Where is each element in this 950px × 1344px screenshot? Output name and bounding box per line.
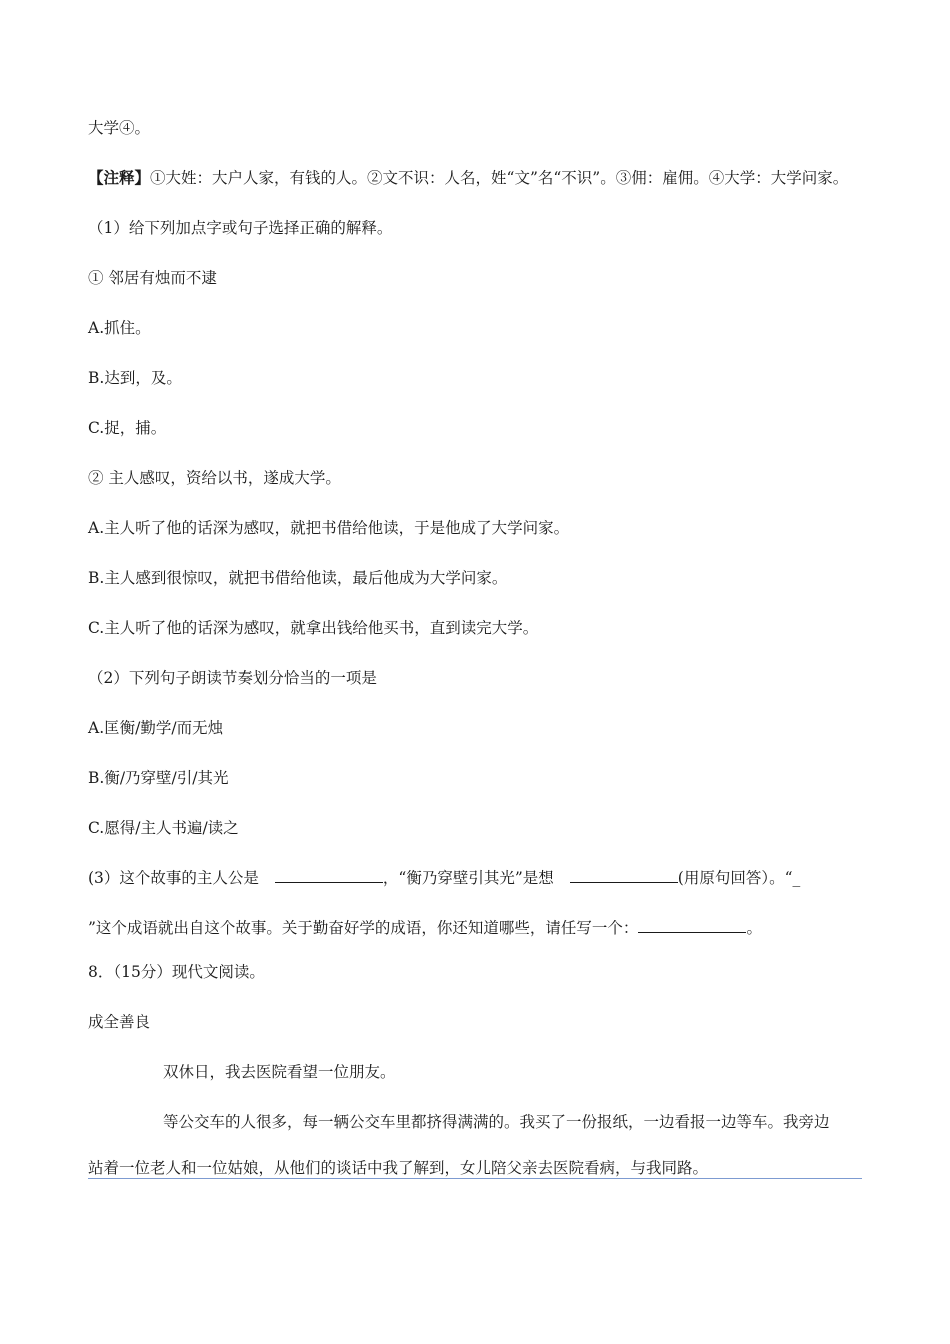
q3-part5: 。 <box>746 919 762 937</box>
q3-line1 <box>88 868 800 888</box>
notes-label: 【注释】 <box>88 168 151 187</box>
q2-option-a: A.匡衡/勤学/而无烛 <box>88 719 224 737</box>
q3-part1: (3）这个故事的主人公是 <box>88 869 259 887</box>
answer-blank-idiom[interactable] <box>638 918 746 933</box>
q2-option-b: B.衡/乃穿壁/引/其光 <box>88 769 229 787</box>
answer-blank-protagonist[interactable] <box>275 868 383 883</box>
article-paragraph-1: 双休日，我去医院看望一位朋友。 <box>163 1063 396 1081</box>
text-continuation: 大学④。 <box>88 119 151 137</box>
article-title: 成全善良 <box>88 1013 151 1031</box>
q3-part4: ”这个成语就出自这个故事。关于勤奋好学的成语，你还知道哪些，请任写一个： <box>88 919 639 937</box>
q1-item1-option-a: A.抓住。 <box>88 319 151 337</box>
page-bottom-rule <box>88 1178 862 1179</box>
q3-part2: ，“衡乃穿壁引其光”是想 <box>382 869 554 887</box>
q3-part3: (用原句回答）。“_ <box>677 869 801 887</box>
q1-item1-option-b: B.达到，及。 <box>88 369 182 387</box>
q1-item1-prompt: ① 邻居有烛而不逮 <box>88 269 217 287</box>
answer-blank-quote[interactable] <box>570 868 678 883</box>
q1-title: （1）给下列加点字或句子选择正确的解释。 <box>88 219 393 237</box>
q1-item1-option-c: C.捉，捕。 <box>88 419 167 437</box>
notes-line <box>88 168 848 188</box>
q1-item2-option-b: B.主人感到很惊叹，就把书借给他读，最后他成为大学问家。 <box>88 569 508 587</box>
q1-item2-option-c: C.主人听了他的话深为感叹，就拿出钱给他买书，直到读完大学。 <box>88 619 539 637</box>
q2-title: （2）下列句子朗读节奏划分恰当的一项是 <box>88 669 377 687</box>
q1-item2-prompt: ② 主人感叹，资给以书，遂成大学。 <box>88 469 341 487</box>
q3-line2 <box>88 918 762 938</box>
article-paragraph-2-line-1: 等公交车的人很多，每一辆公交车里都挤得满满的。我买了一份报纸，一边看报一边等车。我旁边 <box>163 1113 830 1131</box>
section8-heading: 8．（15分）现代文阅读。 <box>88 963 265 981</box>
q1-item2-option-a: A.主人听了他的话深为感叹，就把书借给他读，于是他成了大学问家。 <box>88 519 570 537</box>
q2-option-c: C.愿得/主人书遍/读之 <box>88 819 239 837</box>
notes-text: ①大姓：大户人家，有钱的人。②文不识：人名，姓“文”名“不识”。③佣：雇佣。④大学：大学问家。 <box>150 169 849 187</box>
article-paragraph-2-line-2: 站着一位老人和一位姑娘，从他们的谈话中我了解到，女儿陪父亲去医院看病，与我同路。 <box>88 1159 709 1177</box>
